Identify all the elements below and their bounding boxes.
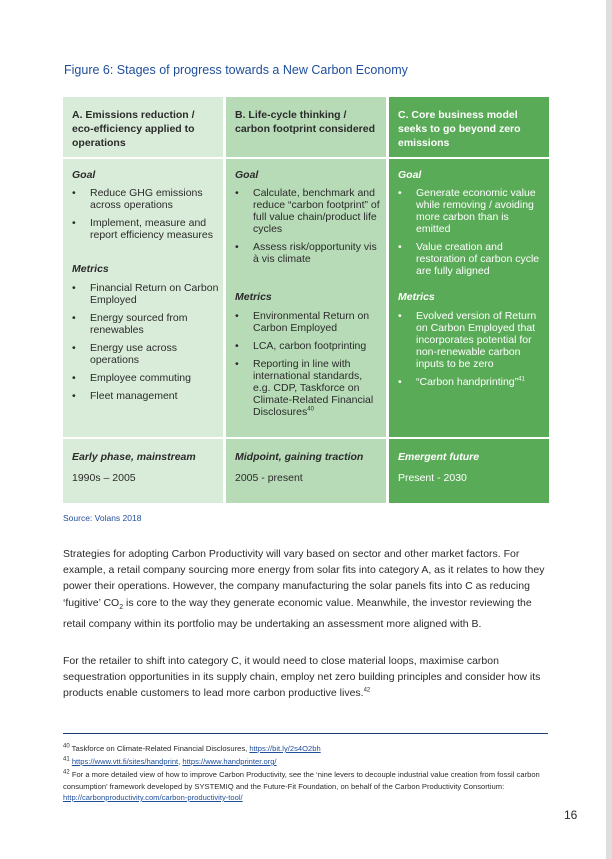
column-a-header <box>63 97 223 157</box>
column-a <box>63 97 223 503</box>
page-number: 16 <box>564 808 578 822</box>
stages-table <box>63 97 549 503</box>
goal-label: Goal <box>398 169 422 181</box>
body-paragraph <box>63 653 548 702</box>
page-edge-shadow <box>606 0 612 859</box>
list-item: • Generate economic value while removing / avoiding more carbon than is emitted <box>398 187 545 235</box>
footnote-link[interactable]: https://bit.ly/2s4O2bh <box>249 744 321 753</box>
footnote <box>63 756 548 768</box>
footnote-link[interactable]: https://www.vtt.fi/sites/handprint <box>71 757 179 766</box>
footnote <box>63 743 548 755</box>
list-item: • LCA, carbon footprinting <box>235 340 382 352</box>
body-paragraph <box>63 546 548 632</box>
goal-list <box>72 187 219 247</box>
metrics-label: Metrics <box>72 263 109 275</box>
list-item: • Implement, measure and report efficiency measures <box>72 217 219 241</box>
goal-list <box>235 187 382 271</box>
footnote-link[interactable]: http://carbonproductivity.com/carbon-productivity-tool/ <box>63 793 243 802</box>
column-b-header-text: B. Life-cycle thinking / carbon footprint considered <box>235 109 376 135</box>
footnote-separator: , <box>178 757 183 766</box>
metrics-list <box>235 310 382 424</box>
column-c <box>389 97 549 503</box>
goal-label: Goal <box>72 169 96 181</box>
list-item: • Energy use across operations <box>72 342 219 366</box>
footnotes <box>63 743 548 805</box>
footnote-number: 41 <box>63 756 70 763</box>
footnote-text: Taskforce on Climate-Related Financial Disclosures, <box>71 744 250 753</box>
footnote-number: 40 <box>63 743 70 750</box>
footnote-text: For a more detailed view of how to improve Carbon Productivity, see the ‘nine levers to decouple industrial value creation from fossil carbon consumption’ framework developed by SYSTEMIQ and the Future-Fit Foundation, on behalf of the Carbon Productivity Consortium: <box>63 770 540 791</box>
column-a-header-text: A. Emissions reduction / eco-efficiency applied to operations <box>72 109 195 149</box>
column-c-header-text: C. Core business model seeks to go beyond zero emissions <box>398 109 521 149</box>
phase-label: Emergent future <box>398 451 480 463</box>
footnote-ref: 42 <box>363 687 371 694</box>
column-b <box>226 97 386 503</box>
column-a-body <box>63 159 223 437</box>
list-item <box>398 376 545 388</box>
phase-period: 2005 - present <box>235 472 303 484</box>
figure-title: Figure 6: Stages of progress towards a New Carbon Economy <box>64 63 408 77</box>
list-item: • Calculate, benchmark and reduce “carbon footprint” of full value chain/product life cycles <box>235 187 382 235</box>
list-item: • Evolved version of Return on Carbon Employed that incorporates potential for non-renewable carbon inputs to be zero <box>398 310 545 370</box>
footnote-divider <box>63 733 548 734</box>
phase-label: Early phase, mainstream <box>72 451 196 463</box>
footnote-ref: 40 <box>307 406 314 413</box>
figure-source: Source: Volans 2018 <box>63 513 142 523</box>
column-c-footer <box>389 439 549 503</box>
metrics-label: Metrics <box>235 291 272 303</box>
list-item-text: Reporting in line with international standards, e.g. CDP, Taskforce on Climate-Related Financial Disclosures <box>253 358 374 418</box>
column-c-body <box>389 159 549 437</box>
metrics-label: Metrics <box>398 291 435 303</box>
column-b-footer <box>226 439 386 503</box>
paragraph-text: For the retailer to shift into category C, it would need to close material loops, maximise carbon sequestration opportunities in its supply chain, employ net zero building principles and consider how its products enable customers to lead more carbon productive lives. <box>63 655 541 700</box>
list-item-text: “Carbon handprinting” <box>416 376 519 388</box>
metrics-list <box>72 282 219 408</box>
phase-label: Midpoint, gaining traction <box>235 451 364 463</box>
footnote-ref: 41 <box>518 376 525 383</box>
footnote-number: 42 <box>63 769 70 776</box>
subscript: 2 <box>119 603 124 611</box>
list-item: • Reduce GHG emissions across operations <box>72 187 219 211</box>
list-item: • Environmental Return on Carbon Employed <box>235 310 382 334</box>
goal-list <box>398 187 545 283</box>
footnote <box>63 769 548 804</box>
goal-label: Goal <box>235 169 259 181</box>
paragraph-text: is core to the way they generate economic value. Meanwhile, the investor reviewing the retail company within its portfolio may be undertaking an assessment more aligned with B. <box>63 596 532 630</box>
list-item: • Value creation and restoration of carbon cycle are fully aligned <box>398 241 545 277</box>
column-c-header <box>389 97 549 157</box>
list-item <box>235 358 382 418</box>
phase-period: Present - 2030 <box>398 472 467 484</box>
list-item: • Energy sourced from renewables <box>72 312 219 336</box>
phase-period: 1990s – 2005 <box>72 472 136 484</box>
paragraph-text: Strategies for adopting Carbon Productivity will vary based on sector and other market factors. For example, a retail company sourcing more energy from solar fits into category A, as it relates to how they power their operations. However, the company manufacturing the solar panels fits into C as reducing ‘fugitive’ CO <box>63 548 545 609</box>
footnote-link[interactable]: https://www.handprinter.org/ <box>182 757 277 766</box>
column-b-header <box>226 97 386 157</box>
list-item: • Financial Return on Carbon Employed <box>72 282 219 306</box>
list-item: • Fleet management <box>72 390 219 402</box>
list-item: • Employee commuting <box>72 372 219 384</box>
column-b-body <box>226 159 386 437</box>
metrics-list <box>398 310 545 394</box>
column-a-footer <box>63 439 223 503</box>
list-item: • Assess risk/opportunity vis à vis climate <box>235 241 382 265</box>
